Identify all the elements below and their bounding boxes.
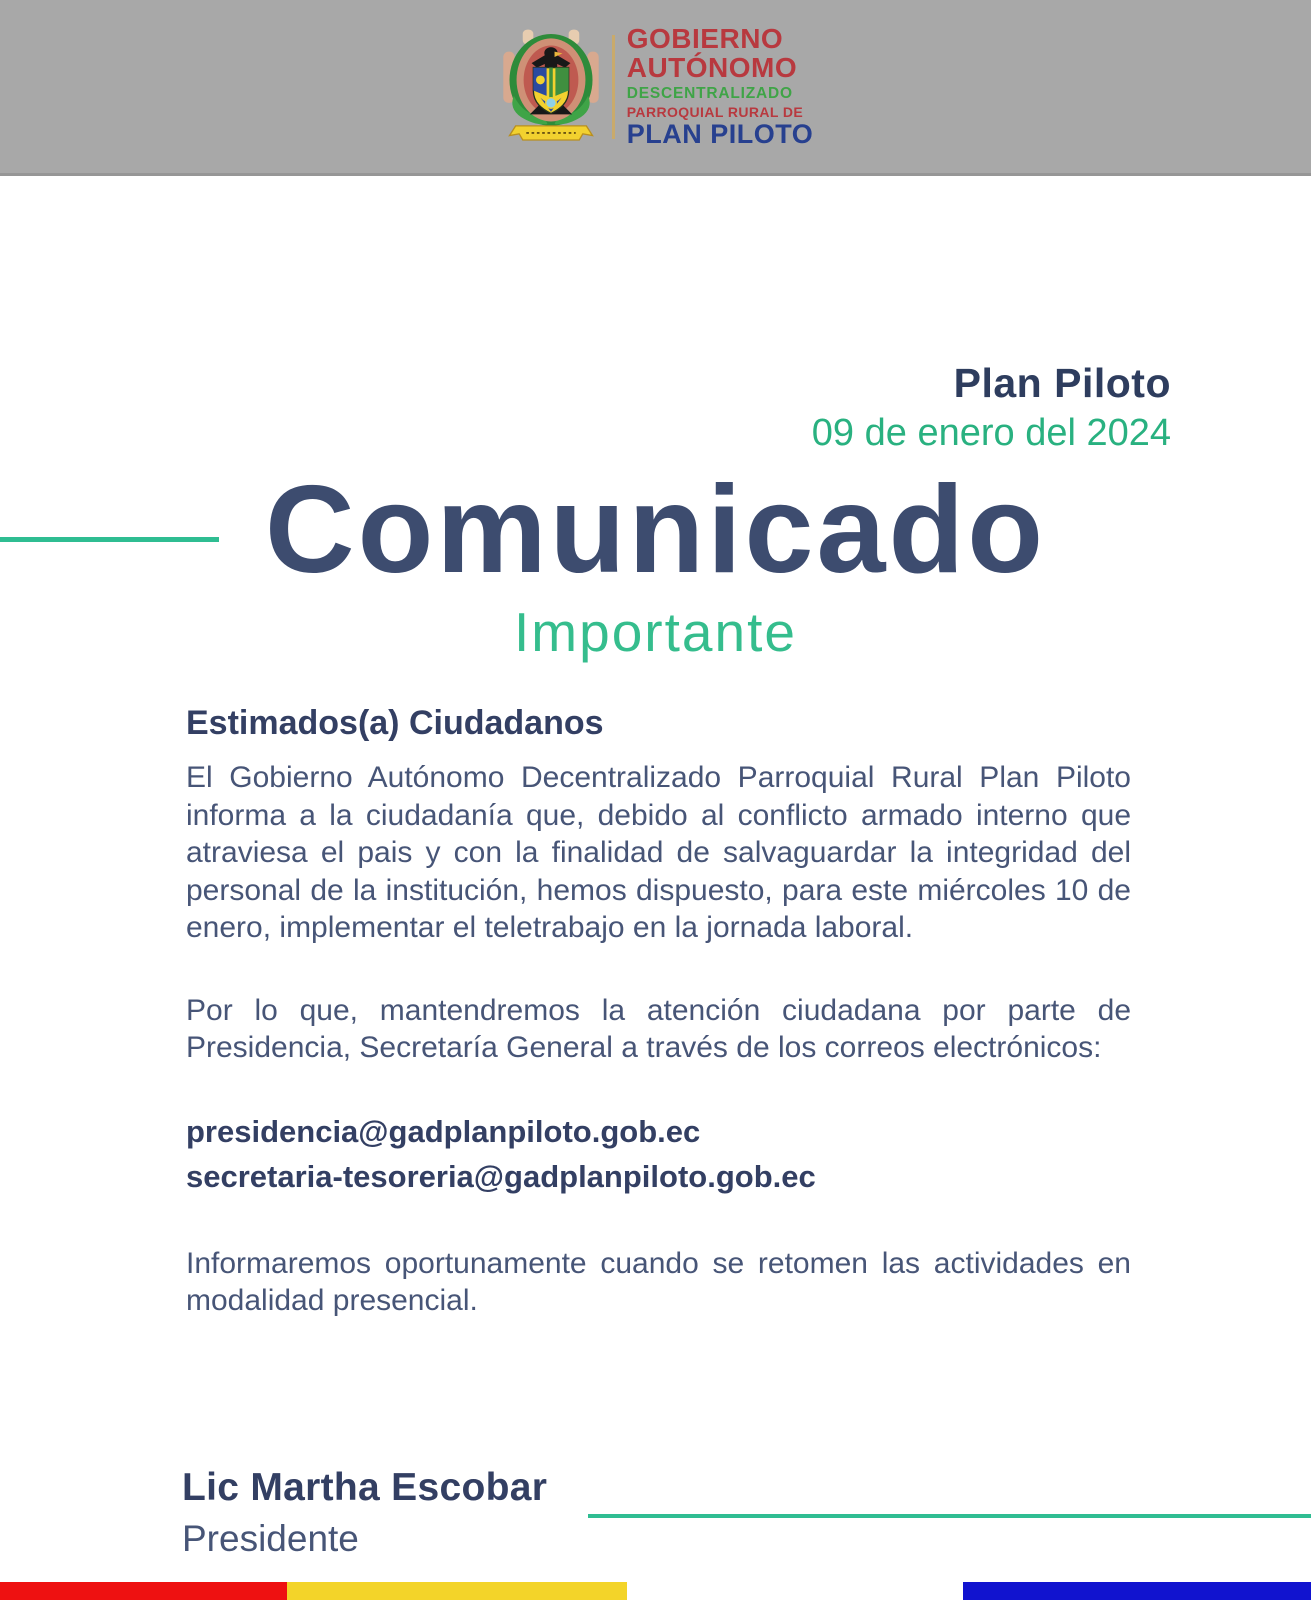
org-name [627,25,814,148]
announcement-body [186,704,1131,1320]
institution-logo [498,23,814,151]
org-line-autonomo: AUTÓNOMO [626,51,798,83]
dateline-date: 09 de enero del 2024 [811,412,1171,454]
page-subtitle: Importante [514,601,797,663]
header-banner [0,0,1311,176]
dateline [812,360,1171,455]
dateline-place: Plan Piloto [953,360,1171,406]
logo-divider [612,35,615,139]
org-line-parroquial: PARROQUIAL RURAL DE [626,103,804,120]
page-title: Comunicado [265,461,1046,599]
footer-stripe-yellow [287,1582,627,1600]
paragraph-atencion: Por lo que, mantendremos la atención ciudadana por parte de Presidencia, Secretaría General a través de los correos electrónicos: [186,993,1131,1064]
paragraph-teletrabajo: El Gobierno Autónomo Decentralizado Parroquial Rural Plan Piloto informa a la ciudadanía que, debido al conflicto armado interno que atraviesa el pais y con la finalidad de salvaguardar la integridad del personal de la institución, hemos dispuesto, para este miércoles 10 de enero, implementar el teletrabajo en la jornada laboral. [186,761,1131,944]
footer-stripe-red [0,1582,287,1600]
signature-title: Presidente [182,1518,359,1559]
paragraph-retorno: Informaremos oportunamente cuando se retomen las actividades en modalidad presencial. [186,1246,1131,1317]
signature-block [182,1466,547,1560]
org-line-gobierno: GOBIERNO [626,23,784,55]
email-presidencia: presidencia@gadplanpiloto.gob.ec [186,1113,701,1149]
footer-stripe-blue [963,1582,1311,1600]
salutation-heading: Estimados(a) Ciudadanos [186,704,604,742]
email-list [186,1109,1131,1199]
org-line-descentralizado: DESCENTRALIZADO [626,85,793,103]
email-secretaria: secretaria-tesoreria@gadplanpiloto.gob.ec [186,1158,816,1194]
coat-of-arms-icon [498,23,604,151]
signature-name: Lic Martha Escobar [182,1466,548,1509]
org-line-plan-piloto: PLAN PILOTO [626,118,814,149]
signature-accent-line [588,1514,1311,1518]
